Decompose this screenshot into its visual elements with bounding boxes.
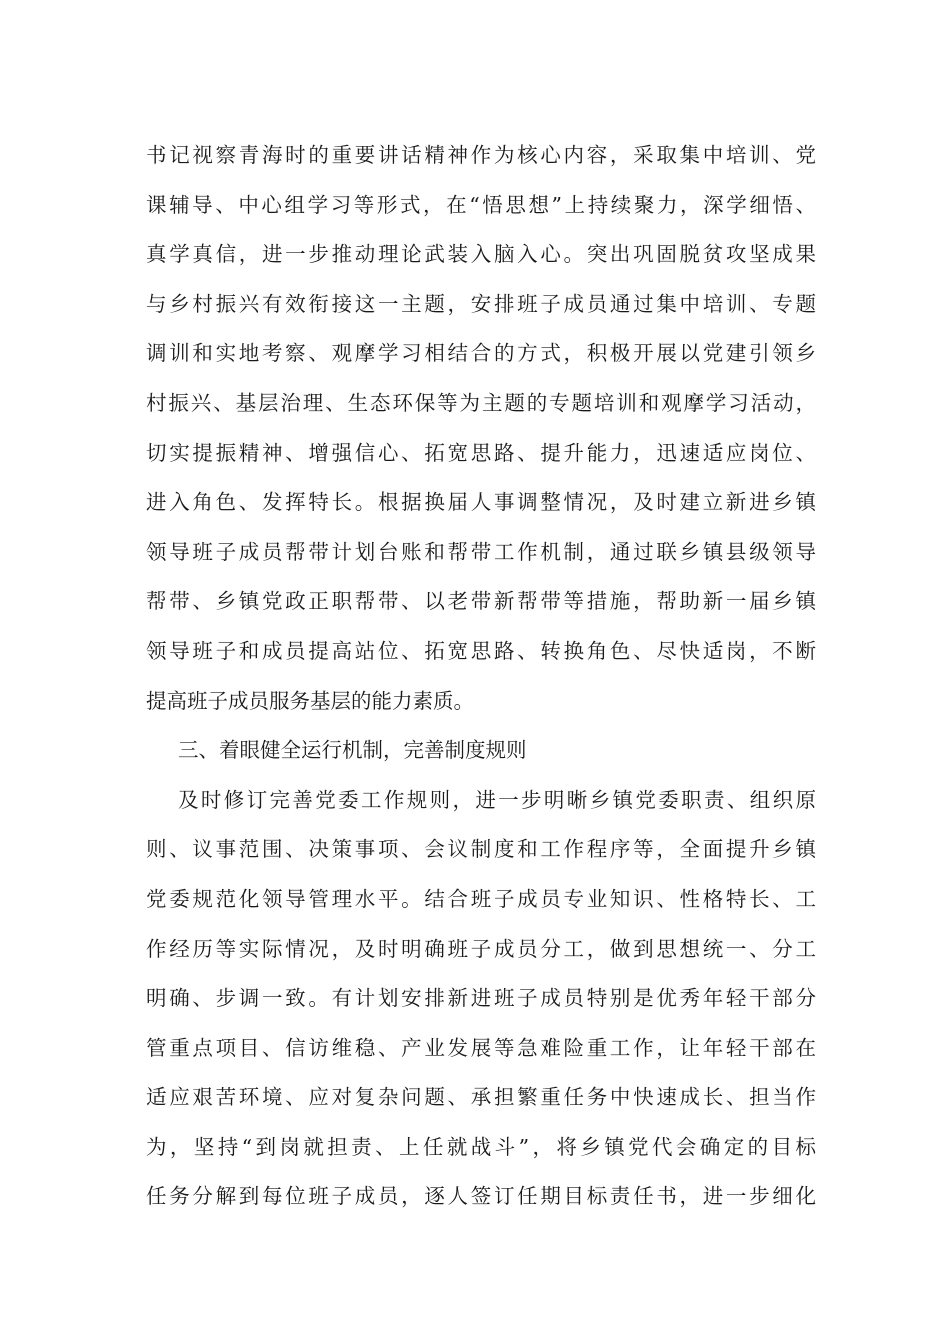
body-line: 调训和实地考察、观摩学习相结合的方式，积极开展以党建引领乡	[146, 341, 816, 366]
document-body	[146, 131, 816, 1222]
body-line: 进入角色、发挥特长。根据换届人事调整情况，及时建立新进乡镇	[146, 490, 816, 515]
section-heading: 三、着眼健全运行机制，完善制度规则	[178, 738, 527, 763]
body-line: 书记视察青海时的重要讲话精神作为核心内容，采取集中培训、党	[146, 143, 816, 167]
body-line: 党委规范化领导管理水平。结合班子成员专业知识、性格特长、工	[146, 886, 816, 911]
body-line: 课辅导、中心组学习等形式，在“悟思想”上持续聚力，深学细悟、	[146, 192, 816, 217]
body-line: 村振兴、基层治理、生态环保等为主题的专题培训和观摩学习活动，	[146, 390, 816, 415]
body-line: 作经历等实际情况，及时明确班子成员分工，做到思想统一、分工	[146, 936, 816, 961]
body-line: 切实提振精神、增强信心、拓宽思路、提升能力，迅速适应岗位、	[146, 440, 816, 465]
body-line: 领导班子成员帮带计划台账和帮带工作机制，通过联乡镇县级领导	[146, 539, 816, 564]
body-line: 任务分解到每位班子成员，逐人签订任期目标责任书，进一步细化	[146, 1184, 816, 1209]
body-line: 明确、步调一致。有计划安排新进班子成员特别是优秀年轻干部分	[146, 986, 816, 1011]
body-line: 与乡村振兴有效衔接这一主题，安排班子成员通过集中培训、专题	[146, 291, 816, 316]
body-line: 适应艰苦环境、应对复杂问题、承担繁重任务中快速成长、担当作	[146, 1085, 816, 1110]
paragraph-first-line: 及时修订完善党委工作规则，进一步明晰乡镇党委职责、组织原	[178, 787, 816, 812]
body-line: 管重点项目、信访维稳、产业发展等急难险重工作，让年轻干部在	[146, 1035, 816, 1060]
body-line: 领导班子和成员提高站位、拓宽思路、转换角色、尽快适岗，不断	[146, 638, 816, 663]
paragraph-end-line: 提高班子成员服务基层的能力素质。	[146, 688, 474, 713]
body-line: 为，坚持“到岗就担责、上任就战斗”，将乡镇党代会确定的目标	[146, 1134, 816, 1159]
body-line: 帮带、乡镇党政正职帮带、以老带新帮带等措施，帮助新一届乡镇	[146, 589, 816, 614]
body-line: 则、议事范围、决策事项、会议制度和工作程序等，全面提升乡镇	[146, 837, 816, 862]
body-line: 真学真信，进一步推动理论武装入脑入心。突出巩固脱贫攻坚成果	[146, 242, 816, 267]
